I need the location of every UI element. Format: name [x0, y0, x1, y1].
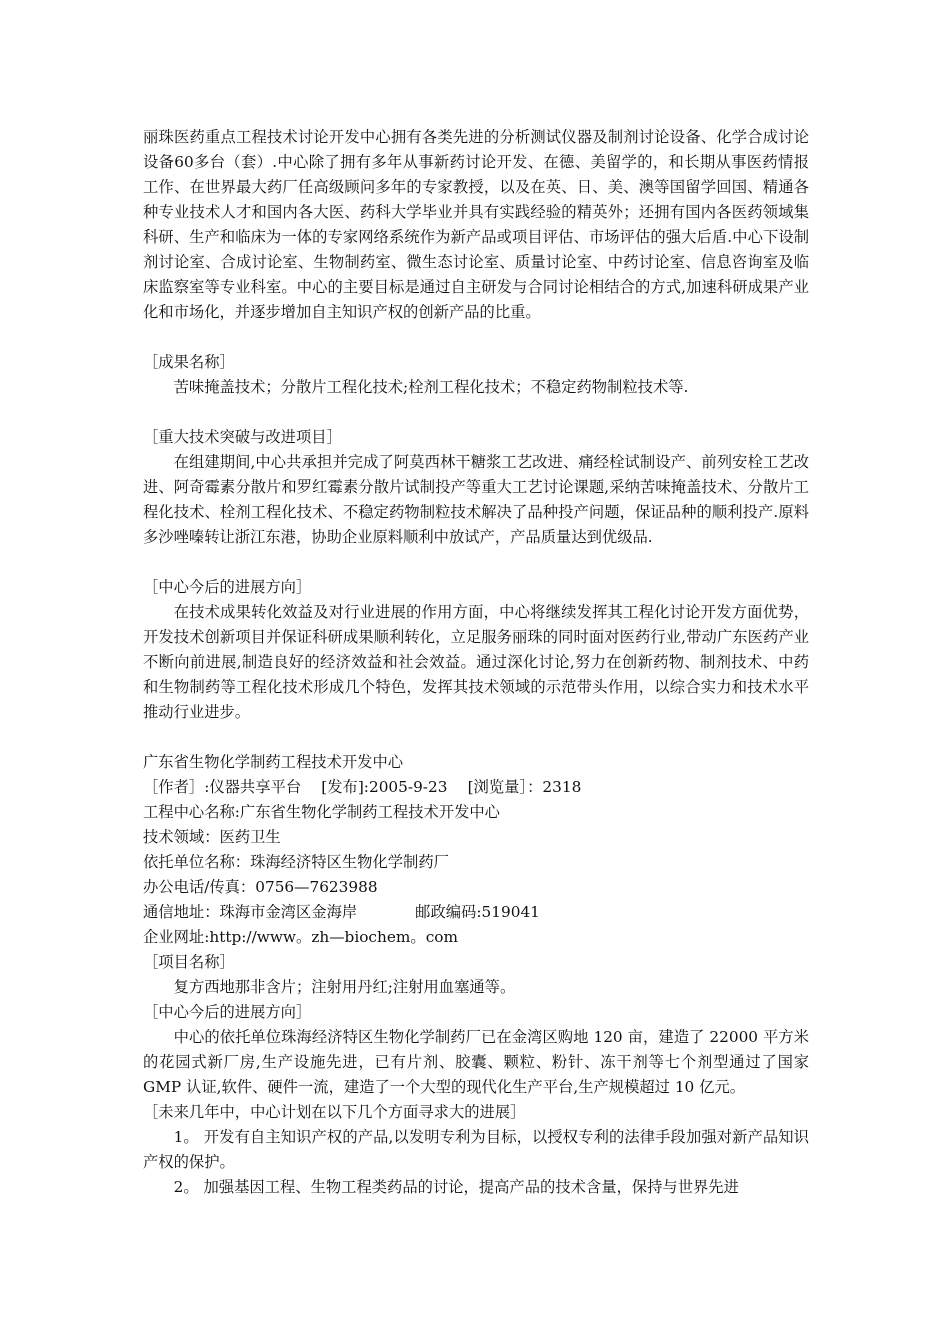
intro-paragraph: 丽珠医药重点工程技术讨论开发中心拥有各类先进的分析测试仪器及制剂讨论设备、化学合成讨论设备60多台（套）.中心除了拥有多年从事新药讨论开发、在德、美留学的，和长期从事医药情报工作、在世界最大药厂任高级顾问多年的专家教授，以及在英、日、美、澳等国留学回国、精通各种专业技术人才和国内各大医、药科大学毕业并具有实践经验的精英外；还拥有国内各医药领域集科研、生产和临床为一体的专家网络系统作为新产品或项目评估、市场评估的强大后盾.中心下设制剂讨论室、合成讨论室、生物制药室、微生态讨论室、质量讨论室、中药讨论室、信息咨询室及临床监察室等专业科室。中心的主要目标是通过自主研发与合同讨论相结合的方式,加速科研成果产业化和市场化，并逐步增加自主知识产权的创新产品的比重。: [143, 128, 809, 321]
address-line: [143, 900, 809, 925]
spacer: [143, 725, 809, 750]
center-name: 工程中心名称:广东省生物化学制药工程技术开发中心: [143, 803, 500, 821]
phone-fax: 办公电话/传真：0756—7623988: [143, 878, 378, 896]
spacer: [143, 325, 809, 350]
spacer: [143, 400, 809, 425]
plan-item-1: 1。 开发有自主知识产权的产品,以发明专利为目标，以授权专利的法律手段加强对新产品知识产权的保护。: [143, 1128, 809, 1171]
breakthrough-heading: ［重大技术突破与改进项目］: [143, 428, 342, 446]
article-meta: ［作者］:仪器共享平台 [发布]:2005-9-23 [浏览量］：2318: [143, 778, 582, 796]
direction-heading: ［中心今后的进展方向］: [143, 578, 312, 596]
plan-heading: ［未来几年中，中心计划在以下几个方面寻求大的进展］: [143, 1103, 526, 1121]
center-title: 广东省生物化学制药工程技术开发中心: [143, 753, 404, 771]
plan-item-2: 2。 加强基因工程、生物工程类药品的讨论，提高产品的技术含量，保持与世界先进: [173, 1178, 739, 1196]
host-unit: 依托单位名称：珠海经济特区生物化学制药厂: [143, 853, 449, 871]
postcode: 邮政编码:519041: [415, 903, 540, 921]
future-direction-body: 中心的依托单位珠海经济特区生物化学制药厂已在金湾区购地 120 亩，建造了 22000 平方米的花园式新厂房,生产设施先进，已有片剂、胶囊、颗粒、粉针、冻干剂等七个剂型通过了国家 GMP 认证,软件、硬件一流，建造了一个大型的现代化生产平台,生产规模超过 10 亿元。: [143, 1028, 809, 1096]
website: 企业网址:http://www。zh—biochem。com: [143, 928, 458, 946]
breakthrough-body: 在组建期间,中心共承担并完成了阿莫西林干糖浆工艺改进、痛经栓试制设产、前列安栓工艺改进、阿奇霉素分散片和罗红霉素分散片试制投产等重大工艺讨论课题,采纳苦味掩盖技术、分散片工程化技术、栓剂工程化技术、不稳定药物制粒技术解决了品种投产问题，保证品种的顺利投产.原料多沙唑嗪转让浙江东港，协助企业原料顺利中放试产，产品质量达到优级品.: [143, 453, 809, 546]
spacer: [143, 550, 809, 575]
project-heading: ［项目名称］: [143, 953, 235, 971]
project-body: 复方西地那非含片；注射用丹红;注射用血塞通等。: [173, 978, 516, 996]
mail-address: 通信地址：珠海市金湾区金海岸: [143, 903, 358, 921]
achievement-body: 苦味掩盖技术；分散片工程化技术;栓剂工程化技术；不稳定药物制粒技术等.: [173, 378, 689, 396]
tech-field: 技术领域：医药卫生: [143, 828, 281, 846]
future-direction-heading: ［中心今后的进展方向］: [143, 1003, 312, 1021]
achievement-heading: ［成果名称］: [143, 353, 235, 371]
direction-body: 在技术成果转化效益及对行业进展的作用方面，中心将继续发挥其工程化讨论开发方面优势，开发技术创新项目并保证科研成果顺利转化，立足服务丽珠的同时面对医药行业,带动广东医药产业不断向前进展,制造良好的经济效益和社会效益。通过深化讨论,努力在创新药物、制剂技术、中药和生物制药等工程化技术形成几个特色，发挥其技术领域的示范带头作用，以综合实力和技术水平推动行业进步。: [143, 603, 809, 721]
document-page: [143, 125, 809, 1200]
